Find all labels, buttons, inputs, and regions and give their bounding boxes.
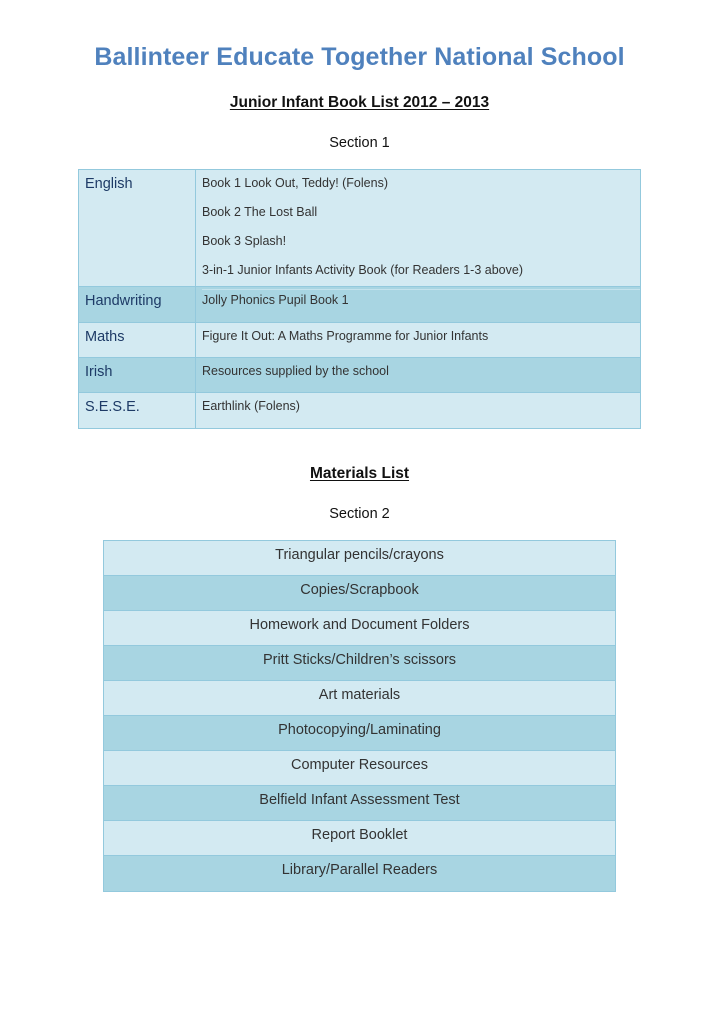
- table-row: [79, 170, 640, 287]
- table-row: [79, 358, 640, 393]
- book-item: Resources supplied by the school: [202, 364, 389, 378]
- table-row: [79, 323, 640, 358]
- list-item: Report Booklet: [104, 821, 615, 856]
- book-list-title-text: Junior Infant Book List 2012 – 2013: [229, 94, 490, 111]
- books-cell: [196, 323, 640, 357]
- book-list-table: [78, 169, 641, 429]
- books-cell: [196, 393, 640, 428]
- list-item: Belfield Infant Assessment Test: [104, 786, 615, 821]
- books-cell: [196, 287, 640, 322]
- subject-cell: Handwriting: [79, 287, 196, 322]
- list-item: Pritt Sticks/Children’s scissors: [104, 646, 615, 681]
- books-cell: [196, 358, 640, 392]
- subject-cell: English: [79, 170, 196, 286]
- list-item: Library/Parallel Readers: [104, 856, 615, 891]
- table-row: [79, 287, 640, 323]
- school-title: Ballinteer Educate Together National School: [94, 43, 625, 71]
- book-item: Book 1 Look Out, Teddy! (Folens): [202, 176, 388, 190]
- list-item: Homework and Document Folders: [104, 611, 615, 646]
- book-item: Book 2 The Lost Ball: [202, 205, 318, 219]
- subject-cell: Irish: [79, 358, 196, 392]
- books-cell: [196, 170, 640, 286]
- subject-cell: S.E.S.E.: [79, 393, 196, 428]
- subject-cell: Maths: [79, 323, 196, 357]
- list-item: Computer Resources: [104, 751, 615, 786]
- list-item: Art materials: [104, 681, 615, 716]
- book-item: Figure It Out: A Maths Programme for Junior Infants: [202, 329, 489, 343]
- materials-list-title-text: Materials List: [309, 465, 410, 482]
- book-list-title: [0, 94, 719, 112]
- table-row: [79, 393, 640, 428]
- list-item: Copies/Scrapbook: [104, 576, 615, 611]
- list-item: Triangular pencils/crayons: [104, 541, 615, 576]
- list-item: Photocopying/Laminating: [104, 716, 615, 751]
- book-item: Book 3 Splash!: [202, 234, 287, 248]
- materials-table: [103, 540, 616, 892]
- materials-list-title: [0, 465, 719, 483]
- book-item: Earthlink (Folens): [202, 399, 300, 413]
- section-2-label: Section 2: [329, 506, 390, 522]
- section-1-label: Section 1: [329, 135, 390, 151]
- book-item: Jolly Phonics Pupil Book 1: [202, 293, 349, 307]
- book-item: 3-in-1 Junior Infants Activity Book (for Readers 1-3 above): [202, 261, 640, 290]
